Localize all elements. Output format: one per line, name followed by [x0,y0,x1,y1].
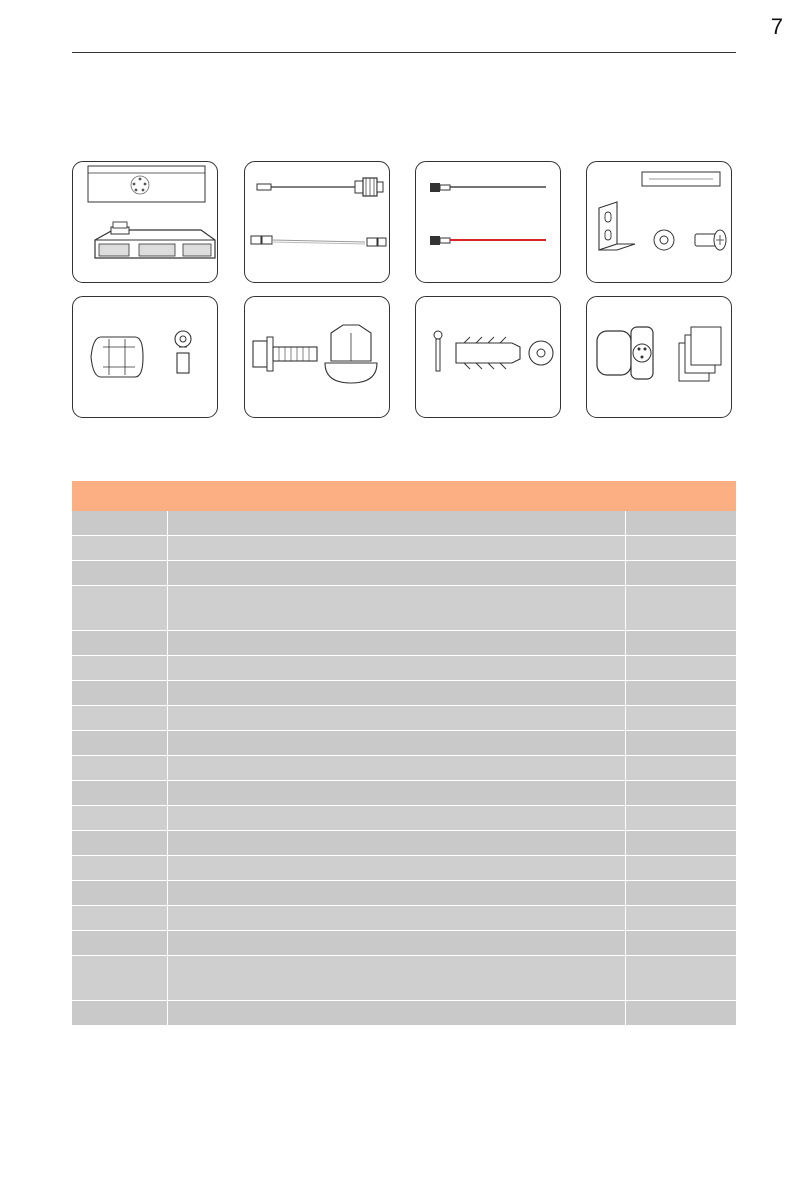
figure-bracket-kit [586,161,732,283]
item-number-cell [72,956,167,1000]
item-number-cell [72,561,167,585]
item-number-cell [72,586,167,630]
item-name-cell [168,856,625,880]
table-row [72,931,736,956]
item-name-cell [168,831,625,855]
table-row [72,806,736,831]
figure-power-cables [415,161,561,283]
table-row [72,856,736,881]
item-number-cell [72,906,167,930]
item-number-cell [72,731,167,755]
item-quantity-cell [626,561,736,585]
table-row [72,511,736,536]
item-quantity-cell [626,931,736,955]
table-row [72,831,736,856]
item-quantity-cell [626,681,736,705]
header-rule [72,52,736,53]
item-name-cell [168,561,625,585]
table-row [72,656,736,681]
packing-list-table [72,511,736,1026]
item-name-cell [168,681,625,705]
power-cables-illustration [416,162,561,283]
table-header [72,481,736,511]
item-name-cell [168,706,625,730]
item-number-cell [72,511,167,535]
item-number-cell [72,931,167,955]
item-quantity-cell [626,631,736,655]
table-row [72,731,736,756]
item-name-cell [168,511,625,535]
item-number-cell [72,536,167,560]
table-row [72,561,736,586]
figure-communication-cable [244,161,390,283]
item-number-cell [72,781,167,805]
item-name-cell [168,931,625,955]
figure-battery-base [72,161,218,283]
item-quantity-cell [626,656,736,680]
bracket-kit-illustration [587,162,732,283]
figure-connector-and-documents [586,296,732,418]
item-quantity-cell [626,586,736,630]
figure-bolt-and-nut [244,296,390,418]
item-name-cell [168,906,625,930]
figure-expansion-screw-set [415,296,561,418]
item-name-cell [168,656,625,680]
item-number-cell [72,681,167,705]
item-quantity-cell [626,906,736,930]
item-number-cell [72,656,167,680]
table-row [72,956,736,1001]
table-row [72,706,736,731]
item-quantity-cell [626,1001,736,1025]
item-number-cell [72,631,167,655]
figure-magnetic-ring-and-terminal [72,296,218,418]
item-name-cell [168,881,625,905]
communication-cable-illustration [245,162,390,283]
item-quantity-cell [626,511,736,535]
table-row [72,781,736,806]
page-number: 7 [770,14,783,39]
item-quantity-cell [626,831,736,855]
item-name-cell [168,586,625,630]
item-quantity-cell [626,956,736,1000]
item-name-cell [168,631,625,655]
item-quantity-cell [626,806,736,830]
table-row [72,586,736,631]
expansion-screw-set-illustration [416,297,561,418]
item-number-cell [72,881,167,905]
item-name-cell [168,536,625,560]
table-row [72,906,736,931]
table-row [72,756,736,781]
item-quantity-cell [626,536,736,560]
bolt-and-nut-illustration [245,297,390,418]
item-name-cell [168,756,625,780]
magnetic-ring-and-terminal-illustration [73,297,218,418]
item-quantity-cell [626,756,736,780]
item-number-cell [72,806,167,830]
item-name-cell [168,1001,625,1025]
item-name-cell [168,956,625,1000]
battery-base-illustration [73,162,218,283]
connector-and-documents-illustration [587,297,732,418]
item-name-cell [168,731,625,755]
item-number-cell [72,1001,167,1025]
item-quantity-cell [626,731,736,755]
table-row [72,1001,736,1026]
table-row [72,536,736,561]
item-quantity-cell [626,781,736,805]
item-name-cell [168,781,625,805]
table-row [72,631,736,656]
item-quantity-cell [626,706,736,730]
item-number-cell [72,856,167,880]
item-name-cell [168,806,625,830]
item-quantity-cell [626,856,736,880]
item-number-cell [72,756,167,780]
table-row [72,881,736,906]
item-quantity-cell [626,881,736,905]
item-number-cell [72,706,167,730]
item-number-cell [72,831,167,855]
table-row [72,681,736,706]
